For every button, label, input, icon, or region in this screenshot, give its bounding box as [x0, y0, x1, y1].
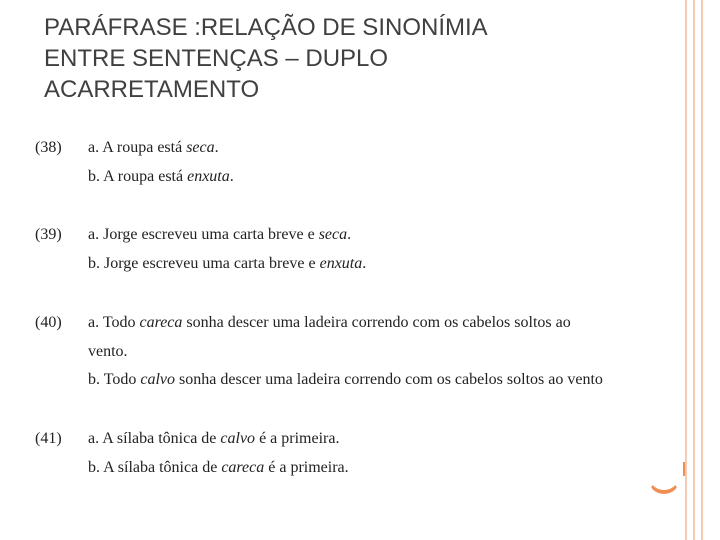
example-number: (40)	[35, 314, 62, 331]
example-line: vento.	[88, 343, 128, 360]
example-line: a. A sílaba tônica de calvo é a primeira.	[88, 430, 340, 447]
example-line: b. Jorge escreveu uma carta breve e enxuta.	[88, 255, 367, 272]
example-line: a. Jorge escreveu uma carta breve e seca.	[88, 226, 352, 243]
example-number: (38)	[35, 139, 62, 156]
example-number: (41)	[35, 430, 62, 447]
example-line: b. Todo calvo sonha descer uma ladeira correndo com os cabelos soltos ao vento	[88, 371, 603, 388]
example-number: (39)	[35, 226, 62, 243]
decorative-rule	[701, 0, 703, 540]
decorative-rule	[685, 0, 687, 540]
example-line: b. A roupa está enxuta.	[88, 168, 234, 185]
decorative-arc	[648, 462, 680, 494]
decorative-rule	[693, 0, 695, 540]
decorative-tick	[683, 462, 685, 476]
example-line: a. A roupa está seca.	[88, 139, 219, 156]
slide-title: PARÁFRASE :RELAÇÃO DE SINONÍMIA ENTRE SENTENÇAS – DUPLO ACARRETAMENTO	[44, 14, 488, 103]
example-line: a. Todo careca sonha descer uma ladeira correndo com os cabelos soltos ao	[88, 314, 571, 331]
example-line: b. A sílaba tônica de careca é a primeira.	[88, 459, 349, 476]
